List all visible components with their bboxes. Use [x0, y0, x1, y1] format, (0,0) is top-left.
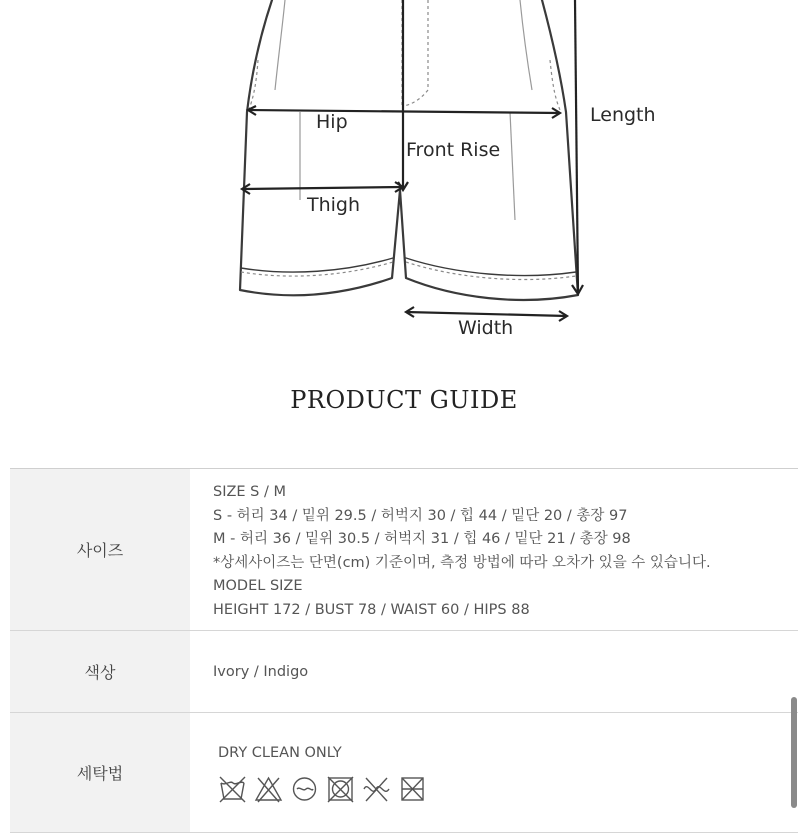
product-info-table [10, 468, 798, 833]
thigh-label: Thigh [307, 194, 361, 216]
product-guide-title: PRODUCT GUIDE [290, 386, 518, 414]
size-row [10, 469, 798, 631]
size-line: MODEL SIZE [213, 578, 303, 594]
care-row [10, 713, 798, 833]
scrollbar-thumb[interactable] [791, 697, 797, 808]
size-line: S - 허리 34 / 밑위 29.5 / 허벅지 30 / 힙 44 / 밑단 20 / 총장 97 [213, 507, 628, 524]
shorts-diagram [0, 0, 808, 360]
care-details [190, 713, 798, 833]
no-iron-icon [398, 775, 427, 803]
care-icons [213, 775, 798, 803]
size-line: SIZE S / M [213, 484, 287, 500]
color-value: Ivory / Indigo [190, 631, 798, 713]
size-line: *상세사이즈는 단면(cm) 기준이며, 측정 방법에 따라 오차가 있을 수 있습니다. [213, 554, 711, 571]
shorts-illustration [0, 0, 808, 360]
size-line: M - 허리 36 / 밑위 30.5 / 허벅지 31 / 힙 46 / 밑단 21 / 총장 98 [213, 531, 631, 547]
front-rise-label: Front Rise [406, 139, 501, 161]
care-text: DRY CLEAN ONLY [218, 745, 342, 761]
size-details [190, 469, 798, 631]
size-line: HEIGHT 172 / BUST 78 / WAIST 60 / HIPS 88 [213, 601, 530, 618]
length-label: Length [590, 104, 656, 126]
no-wring-icon [362, 775, 391, 803]
no-tumble-dry-icon [326, 775, 355, 803]
no-bleach-icon [254, 775, 283, 803]
care-header: 세탁법 [10, 713, 190, 833]
width-label: Width [458, 317, 514, 339]
dry-clean-icon [290, 775, 319, 803]
color-header: 색상 [10, 631, 190, 713]
hip-label: Hip [316, 111, 348, 133]
color-row [10, 631, 798, 713]
size-header: 사이즈 [10, 469, 190, 631]
no-wash-icon [218, 775, 247, 803]
